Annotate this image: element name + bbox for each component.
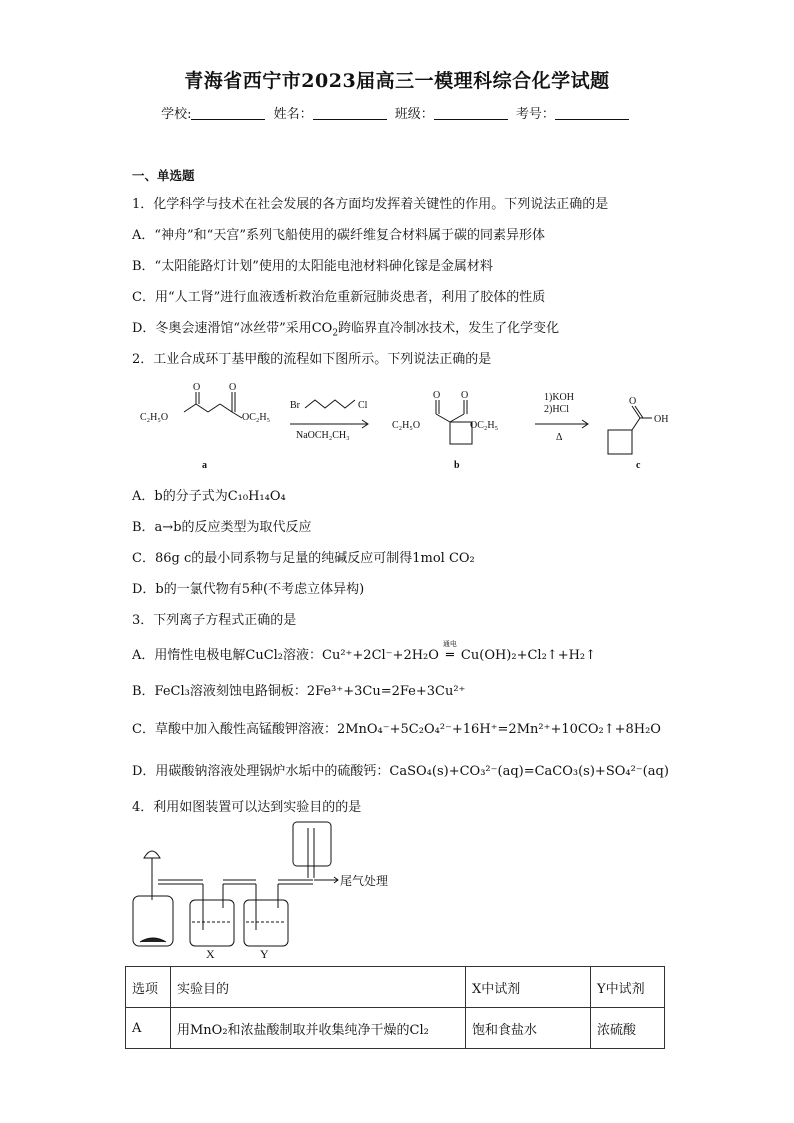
page-title: 青海省西宁市2023届高三一模理科综合化学试题 bbox=[184, 70, 610, 92]
school-label: 学校: bbox=[161, 107, 192, 122]
label-x: X bbox=[206, 947, 215, 958]
q1-d-pre: D．冬奥会速滑馆“冰丝带”采用CO bbox=[132, 321, 333, 336]
reagent-base: NaOCH₂CH₃ bbox=[296, 430, 350, 441]
c-acid-oh: OH bbox=[654, 414, 669, 425]
q3-option-d: D．用碳酸钠溶液处理锅炉水垢中的硫酸钙：CaSO₄(s)+CO₃²⁻(aq)=CaCO₃(s)+SO₄²⁻(aq) bbox=[132, 764, 669, 779]
q1-option-c: C．用“人工肾”进行血液透析救治危重新冠肺炎患者，利用了胶体的性质 bbox=[132, 290, 546, 305]
a-carbonyl-o1: O bbox=[193, 382, 201, 393]
q1-d-sub: 2 bbox=[332, 328, 339, 339]
step2-koh: 1)KOH bbox=[544, 392, 574, 403]
step2-heat: Δ bbox=[556, 432, 563, 443]
step2-hcl: 2)HCl bbox=[544, 404, 569, 415]
student-info-line bbox=[0, 103, 794, 122]
a-ester-right: OC₂H₅ bbox=[242, 412, 271, 423]
synthesis-scheme bbox=[140, 378, 700, 470]
q2-option-a: A．b的分子式为C₁₀H₁₄O₄ bbox=[132, 489, 286, 504]
class-blank[interactable] bbox=[434, 107, 508, 120]
name-label: 姓名： bbox=[273, 107, 313, 122]
q3-a-condition: 通电 ═ bbox=[439, 648, 461, 663]
c-carbonyl-o: O bbox=[629, 396, 637, 407]
label-y: Y bbox=[260, 947, 269, 958]
header-option: 选项 bbox=[126, 967, 171, 1008]
q1-option-b: B．“太阳能路灯计划”使用的太阳能电池材料砷化镓是金属材料 bbox=[132, 259, 493, 274]
q3-a-products: Cu(OH)₂+Cl₂↑+H₂↑ bbox=[460, 648, 597, 663]
q1-option-a: A．“神舟”和“天宫”系列飞船使用的碳纤维复合材料属于碳的同素异形体 bbox=[132, 228, 545, 243]
q1-stem: 1．化学科学与技术在社会发展的各方面均发挥着关键性的作用。下列说法正确的是 bbox=[132, 197, 609, 212]
exam-no-label: 考号： bbox=[515, 107, 555, 122]
gas-apparatus-diagram bbox=[128, 818, 428, 958]
q4-stem: 4．利用如图装置可以达到实验目的的是 bbox=[132, 800, 362, 815]
tail-gas-label: 尾气处理 bbox=[340, 874, 389, 888]
name-blank[interactable] bbox=[313, 107, 387, 120]
b-ester-right: OC₂H₅ bbox=[470, 420, 499, 431]
q1-d-post: 跨临界直冷制冰技术，发生了化学变化 bbox=[338, 321, 560, 336]
b-ester-left: C₂H₅O bbox=[392, 420, 421, 431]
exam-no-blank[interactable] bbox=[555, 107, 629, 120]
q3-option-a bbox=[132, 640, 597, 663]
q3-option-c: C．草酸中加入酸性高锰酸钾溶液：2MnO₄⁻+5C₂O₄²⁻+16H⁺=2Mn²⁺+10CO₂↑+8H₂O bbox=[132, 722, 661, 737]
table-header-row bbox=[126, 967, 665, 1008]
q2-option-b: B．a→b的反应类型为取代反应 bbox=[132, 520, 312, 535]
section-heading: 一、单选题 bbox=[132, 168, 195, 183]
cell-x-reagent: 饱和食盐水 bbox=[466, 1008, 591, 1049]
label-a: a bbox=[202, 460, 207, 470]
q3-option-b: B．FeCl₃溶液刻蚀电路铜板：2Fe³⁺+3Cu=2Fe+3Cu²⁺ bbox=[132, 684, 466, 699]
q2-option-c: C．86g c的最小同系物与足量的纯碱反应可制得1mol CO₂ bbox=[132, 551, 475, 566]
class-label: 班级： bbox=[394, 107, 434, 122]
reagent-cl: Cl bbox=[358, 400, 368, 411]
a-carbonyl-o2: O bbox=[229, 382, 237, 393]
q3-a-cond-text: 通电 bbox=[442, 640, 457, 648]
q1-option-d bbox=[132, 317, 559, 339]
header-y-reagent: Y中试剂 bbox=[591, 967, 665, 1008]
q3-stem: 3．下列离子方程式正确的是 bbox=[132, 613, 297, 628]
cell-purpose: 用MnO₂和浓盐酸制取并收集纯净干燥的Cl₂ bbox=[171, 1008, 466, 1049]
header-purpose: 实验目的 bbox=[171, 967, 466, 1008]
q2-option-d: D．b的一氯代物有5种(不考虑立体异构) bbox=[132, 582, 365, 597]
q3-a-reactants: A．用惰性电极电解CuCl₂溶液：Cu²⁺+2Cl⁻+2H₂O bbox=[132, 648, 439, 663]
cell-option: A bbox=[126, 1008, 171, 1049]
header-x-reagent: X中试剂 bbox=[466, 967, 591, 1008]
q4-options-table bbox=[125, 966, 665, 1049]
reagent-br: Br bbox=[290, 400, 300, 411]
table-row bbox=[126, 1008, 665, 1049]
school-blank[interactable] bbox=[191, 107, 265, 120]
cell-y-reagent: 浓硫酸 bbox=[591, 1008, 665, 1049]
label-c: c bbox=[636, 460, 641, 470]
b-carbonyl-o2: O bbox=[461, 390, 469, 401]
a-ester-left: C₂H₅O bbox=[140, 412, 169, 423]
q2-stem: 2．工业合成环丁基甲酸的流程如下图所示。下列说法正确的是 bbox=[132, 352, 492, 367]
b-carbonyl-o1: O bbox=[433, 390, 441, 401]
label-b: b bbox=[454, 460, 460, 470]
